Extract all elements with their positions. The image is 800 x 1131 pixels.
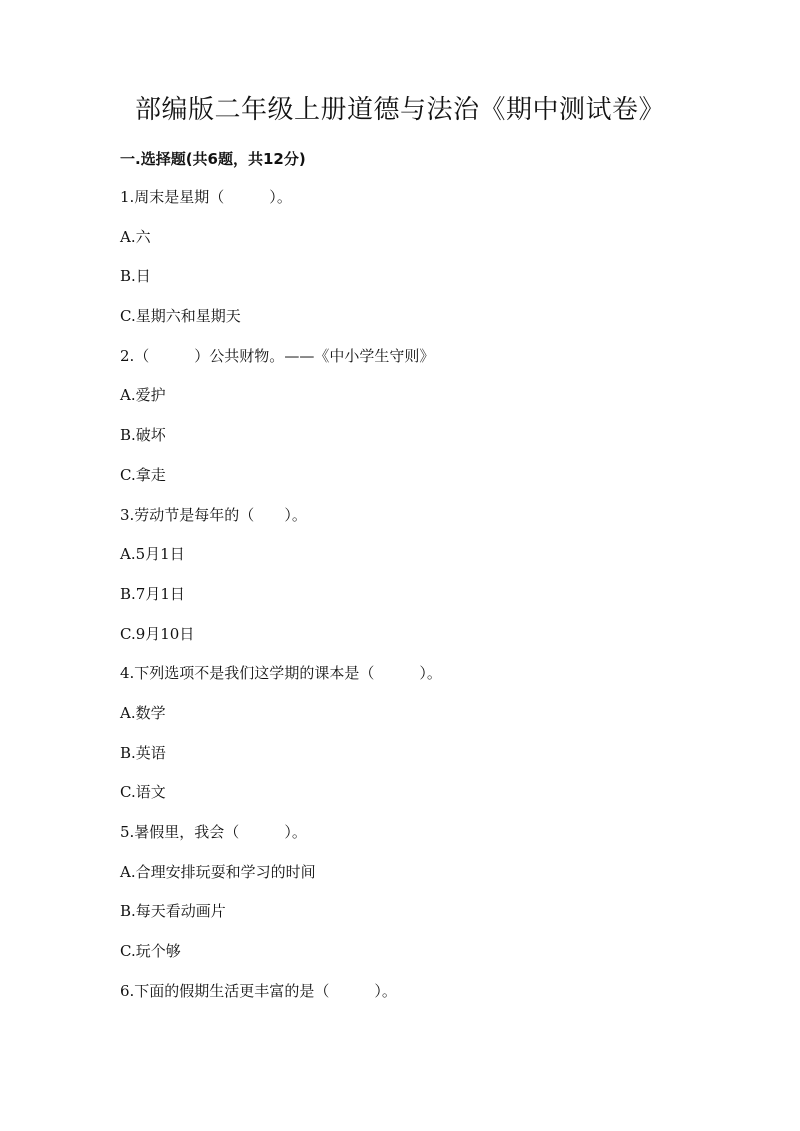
question-1-option-c: C.星期六和星期天: [120, 307, 241, 326]
question-1-option-b: B.日: [120, 267, 151, 286]
page-title: 部编版二年级上册道德与法治《期中测试卷》: [134, 95, 665, 125]
question-4: 4.下列选项不是我们这学期的课本是（ ）。: [120, 664, 442, 683]
question-2-option-b: B.破坏: [120, 426, 166, 445]
question-3-option-b: B.7月1日: [120, 584, 185, 603]
question-2-option-c: C.拿走: [120, 465, 166, 484]
question-5-option-a: A.合理安排玩耍和学习的时间: [120, 862, 316, 881]
question-5-option-c: C.玩个够: [120, 942, 181, 961]
question-1-option-a: A.六: [120, 227, 151, 246]
question-2: 2.（ ）公共财物。——《中小学生守则》: [120, 346, 435, 365]
question-4-option-a: A.数学: [120, 703, 166, 722]
question-4-option-c: C.语文: [120, 783, 166, 802]
question-3: 3.劳动节是每年的（ ）。: [120, 505, 307, 524]
question-4-option-b: B.英语: [120, 743, 166, 762]
question-6: 6.下面的假期生活更丰富的是（ ）。: [120, 981, 397, 1000]
question-5-option-b: B.每天看动画片: [120, 902, 226, 921]
question-1: 1.周末是星期（ ）。: [120, 188, 292, 206]
question-3-option-c: C.9月10日: [120, 624, 195, 643]
question-2-option-a: A.爱护: [120, 386, 166, 405]
question-3-option-a: A.5月1日: [120, 545, 185, 564]
question-5: 5.暑假里，我会（ ）。: [120, 823, 307, 841]
question-list: [120, 186, 720, 1019]
section-heading: 一.选择题(共6题，共12分): [120, 150, 306, 168]
